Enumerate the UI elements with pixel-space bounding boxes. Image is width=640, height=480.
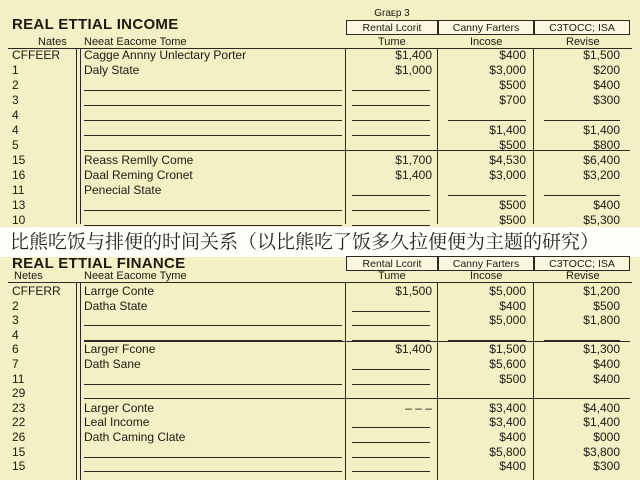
table-row bbox=[0, 63, 640, 78]
income-value: $3,400 bbox=[489, 415, 526, 430]
blank-entry-line bbox=[84, 325, 342, 326]
revise-value: $500 bbox=[593, 298, 620, 313]
row-number: 7 bbox=[12, 357, 19, 371]
caption-banner: 比熊吃饭与排便的时间关系（以比熊吃了饭多久拉便便为主题的研究） bbox=[0, 227, 640, 257]
revise-value: $000 bbox=[593, 430, 620, 444]
header-rule bbox=[8, 282, 632, 283]
blank-entry-line bbox=[84, 398, 342, 399]
table-row bbox=[0, 138, 640, 153]
row-number: 22 bbox=[12, 415, 26, 430]
income-value: $3,000 bbox=[489, 63, 526, 77]
blank-entry-line bbox=[84, 457, 342, 458]
revise-value: $200 bbox=[593, 63, 620, 77]
table-row bbox=[0, 328, 640, 343]
row-number: 6 bbox=[12, 342, 19, 357]
column-header: Revise bbox=[566, 36, 600, 48]
row-number: 26 bbox=[12, 430, 26, 444]
blank-entry-line bbox=[352, 195, 430, 196]
blank-entry-line bbox=[352, 398, 430, 399]
revise-value: $6,400 bbox=[583, 153, 620, 167]
row-number: 11 bbox=[12, 183, 25, 197]
income-value: $5,800 bbox=[489, 444, 526, 459]
income-value: $400 bbox=[499, 459, 526, 474]
income-value: $400 bbox=[499, 430, 526, 444]
row-number: 4 bbox=[12, 108, 19, 122]
revise-value: $1,300 bbox=[583, 342, 620, 357]
income-value: $1,400 bbox=[489, 123, 526, 137]
row-number: 29 bbox=[12, 386, 26, 401]
column-header: Revise bbox=[566, 270, 600, 282]
table-row bbox=[0, 372, 640, 387]
blank-entry-line bbox=[352, 471, 430, 472]
row-description: Reass Remlly Come bbox=[84, 153, 194, 167]
row-description: Larger Fcone bbox=[84, 342, 156, 357]
blank-entry-line bbox=[84, 340, 342, 341]
revise-value: $400 bbox=[593, 357, 620, 371]
revise-value: $1,200 bbox=[583, 284, 620, 298]
blank-entry-line bbox=[84, 120, 342, 121]
time-value: $1,400 bbox=[395, 48, 432, 62]
column-header: Nates bbox=[38, 36, 67, 48]
blank-entry-line bbox=[448, 120, 526, 121]
table-row bbox=[0, 459, 640, 474]
blank-entry-line bbox=[544, 195, 620, 196]
column-group-label: Canny Farters bbox=[438, 20, 534, 35]
column-group-label: C3TOCC; ISA bbox=[534, 20, 630, 35]
blank-entry-line bbox=[84, 90, 342, 91]
income-value: $3,000 bbox=[489, 168, 526, 182]
blank-entry-line bbox=[84, 135, 342, 136]
blank-entry-line bbox=[448, 398, 526, 399]
revise-value: $1,500 bbox=[583, 48, 620, 62]
table-row bbox=[0, 108, 640, 123]
table-row bbox=[0, 342, 640, 357]
blank-entry-line bbox=[352, 325, 430, 326]
revise-value: $1,400 bbox=[583, 415, 620, 430]
income-sheet-top bbox=[0, 0, 640, 227]
column-header: Tume bbox=[378, 36, 406, 48]
row-description: Larger Conte bbox=[84, 400, 155, 415]
time-value: $1,700 bbox=[395, 153, 432, 167]
income-value: $500 bbox=[499, 78, 526, 92]
blank-entry-line bbox=[84, 210, 342, 211]
revise-value: $400 bbox=[593, 198, 620, 212]
table-row bbox=[0, 213, 640, 228]
column-group-label: Rental Lcorit bbox=[346, 20, 438, 35]
revise-value: $300 bbox=[593, 93, 620, 107]
revise-value: $3,200 bbox=[583, 168, 620, 182]
table-row bbox=[0, 284, 640, 299]
revise-value: $300 bbox=[593, 459, 620, 474]
finance-sheet-bottom bbox=[0, 253, 640, 480]
revise-value: $5,300 bbox=[583, 213, 620, 227]
table-row bbox=[0, 386, 640, 401]
column-header: Neeat Eacome Tome bbox=[84, 36, 187, 48]
income-value: $400 bbox=[499, 298, 526, 313]
income-value: $500 bbox=[499, 213, 526, 227]
row-description: Daal Reming Cronet bbox=[84, 168, 193, 182]
row-description: Daly State bbox=[84, 63, 140, 77]
revise-value: $1,800 bbox=[583, 313, 620, 328]
blank-entry-line bbox=[84, 105, 342, 106]
time-value: $1,500 bbox=[395, 284, 432, 298]
income-value: $700 bbox=[499, 93, 526, 107]
row-number: 23 bbox=[12, 400, 26, 415]
income-value: $4,530 bbox=[489, 153, 526, 167]
row-description: Leal Income bbox=[84, 415, 150, 430]
time-value: – – – bbox=[405, 400, 432, 415]
column-header: Neeat Eacome Tyme bbox=[84, 270, 187, 282]
row-number: 15 bbox=[12, 153, 26, 167]
table-row bbox=[0, 357, 640, 372]
row-number: CFFEER bbox=[12, 48, 60, 62]
income-value: $5,000 bbox=[489, 313, 526, 328]
row-number: 3 bbox=[12, 93, 19, 107]
table-row bbox=[0, 93, 640, 108]
table-row bbox=[0, 430, 640, 445]
revise-value: $4,400 bbox=[583, 400, 620, 415]
revise-value: $400 bbox=[593, 78, 620, 92]
blank-entry-line bbox=[352, 427, 430, 428]
revise-value: $3,800 bbox=[583, 444, 620, 459]
revise-value: $800 bbox=[593, 138, 620, 152]
column-header: Incose bbox=[470, 270, 503, 282]
row-number: 5 bbox=[12, 138, 19, 152]
table-row bbox=[0, 183, 640, 198]
blank-entry-line bbox=[84, 150, 342, 151]
blank-entry-line bbox=[544, 398, 620, 399]
column-header: Netes bbox=[14, 270, 43, 282]
blank-entry-line bbox=[448, 340, 526, 341]
row-number: 2 bbox=[12, 78, 19, 92]
blank-entry-line bbox=[352, 135, 430, 136]
income-value: $400 bbox=[499, 48, 526, 62]
income-value: $5,000 bbox=[489, 284, 526, 298]
table-row bbox=[0, 401, 640, 416]
column-group-label: C3TOCC; ISA bbox=[534, 256, 630, 271]
row-description: Penecial State bbox=[84, 183, 162, 197]
column-group-label: Canny Farters bbox=[438, 256, 534, 271]
table-row bbox=[0, 299, 640, 314]
blank-entry-line bbox=[352, 225, 430, 226]
row-number: 2 bbox=[12, 298, 19, 313]
row-description: Cagge Annny Unlectary Porter bbox=[84, 48, 247, 62]
table-row bbox=[0, 78, 640, 93]
column-header: Tume bbox=[378, 270, 406, 282]
row-number: 13 bbox=[12, 198, 26, 212]
blank-entry-line bbox=[352, 120, 430, 121]
blank-entry-line bbox=[352, 457, 430, 458]
blank-entry-line bbox=[544, 340, 620, 341]
blank-entry-line bbox=[352, 210, 430, 211]
row-description: Dath Caming Clate bbox=[84, 430, 186, 444]
table-row bbox=[0, 168, 640, 183]
blank-entry-line bbox=[352, 90, 430, 91]
blank-entry-line bbox=[448, 195, 526, 196]
sheet-title: REAL ETTIAL FINANCE bbox=[12, 255, 186, 272]
income-value: $500 bbox=[499, 138, 526, 152]
row-number: 16 bbox=[12, 168, 26, 182]
income-value: $500 bbox=[499, 371, 526, 386]
table-row bbox=[0, 153, 640, 168]
column-group-label: Rental Lcorit bbox=[346, 256, 438, 271]
table-row bbox=[0, 198, 640, 213]
time-value: $1,400 bbox=[395, 342, 432, 357]
revise-value: $400 bbox=[593, 371, 620, 386]
grade-label: Graᴇp 3 bbox=[374, 8, 410, 19]
row-number: CFFERR bbox=[12, 284, 61, 298]
table-row bbox=[0, 415, 640, 430]
row-number: 3 bbox=[12, 313, 19, 328]
blank-entry-line bbox=[544, 120, 620, 121]
blank-entry-line bbox=[352, 369, 430, 370]
row-number: 4 bbox=[12, 123, 19, 137]
table-row bbox=[0, 123, 640, 138]
row-number: 15 bbox=[12, 459, 26, 474]
blank-entry-line bbox=[352, 150, 430, 151]
table-row bbox=[0, 48, 640, 63]
time-value: $1,400 bbox=[395, 168, 432, 182]
blank-entry-line bbox=[352, 105, 430, 106]
table-row bbox=[0, 445, 640, 460]
income-value: $5,600 bbox=[489, 357, 526, 371]
blank-entry-line bbox=[352, 384, 430, 385]
table-row bbox=[0, 313, 640, 328]
blank-entry-line bbox=[352, 311, 430, 312]
time-value: $1,000 bbox=[395, 63, 432, 77]
row-description: Dath Sane bbox=[84, 357, 141, 371]
column-header: Incose bbox=[470, 36, 503, 48]
income-value: $500 bbox=[499, 198, 526, 212]
blank-entry-line bbox=[84, 225, 342, 226]
blank-entry-line bbox=[84, 384, 342, 385]
income-value: $3,400 bbox=[489, 400, 526, 415]
row-description: Datha State bbox=[84, 298, 148, 313]
row-number: 10 bbox=[12, 213, 26, 227]
row-number: 4 bbox=[12, 327, 19, 342]
row-number: 15 bbox=[12, 444, 26, 459]
row-description: Larrge Conte bbox=[84, 284, 155, 298]
income-value: $1,500 bbox=[489, 342, 526, 357]
row-number: 11 bbox=[12, 371, 25, 386]
blank-entry-line bbox=[352, 340, 430, 341]
sheet-title: REAL ETTIAL INCOME bbox=[12, 16, 179, 33]
blank-entry-line bbox=[84, 471, 342, 472]
row-number: 1 bbox=[12, 63, 19, 77]
revise-value: $1,400 bbox=[583, 123, 620, 137]
blank-entry-line bbox=[352, 442, 430, 443]
